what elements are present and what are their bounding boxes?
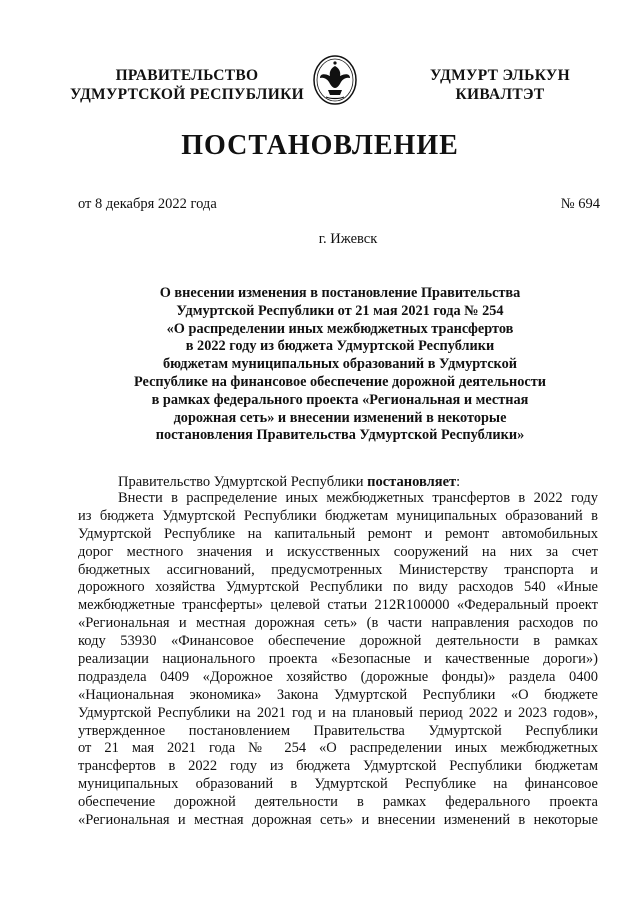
government-name-russian-line-2: УДМУРТСКОЙ РЕСПУБЛИКИ <box>69 86 304 103</box>
document-body <box>78 490 598 830</box>
government-name-udmurt-line-2: КИВАЛТЭТ <box>455 86 545 103</box>
body-line-text: от 21 мая 2021 года № 254 «О распределении иных межбюджетных <box>78 740 598 757</box>
document-date: от 8 декабря 2022 года <box>78 196 217 212</box>
subject-line: Удмуртской Республики от 21 мая 2021 года № 254 <box>176 302 504 319</box>
body-line-text: трансфертов в 2022 году из бюджета Удмуртской Республики бюджетам <box>78 758 598 775</box>
body-line-text: подраздела 0409 «Дорожное хозяйство (дорожные фонды)» раздела 0400 <box>78 668 598 685</box>
body-line-text: утвержденное постановлением Правительства Удмуртской Республики <box>78 722 598 739</box>
subject-line: в 2022 году из бюджета Удмуртской Республики <box>185 338 495 355</box>
government-name-russian-line-1: ПРАВИТЕЛЬСТВО <box>115 67 259 84</box>
body-line <box>78 526 598 544</box>
body-line-text: из бюджета Удмуртской Республики бюджетам муниципальных образований в <box>78 507 598 524</box>
body-line-text: муниципальных образований в Удмуртской Республике на финансовое <box>78 776 598 793</box>
subject-line: О внесении изменения в постановление Правительства <box>159 285 521 301</box>
body-line <box>78 562 598 580</box>
body-line <box>78 758 598 776</box>
body-line-text: дорожного хозяйства Удмуртской Республики по виду расходов 540 «Иные <box>78 579 598 596</box>
body-line-text: Удмуртской Республике на капитальный ремонт и ремонт автомобильных <box>78 525 598 542</box>
subject-line: в рамках федерального проекта «Региональная и местная <box>151 391 529 408</box>
body-line-text: «Национальная экономика» Закона Удмуртской Республики «О бюджете <box>78 686 598 703</box>
intro-text: Правительство Удмуртской Республики <box>118 474 368 490</box>
body-line <box>78 669 598 687</box>
government-name-russian <box>64 66 310 104</box>
body-line <box>78 651 598 669</box>
body-line-text: Внести в распределение иных межбюджетных трансфертов в 2022 году <box>118 490 598 506</box>
body-line <box>78 812 598 830</box>
document-subject <box>60 285 620 445</box>
body-line <box>78 544 598 562</box>
document-title: ПОСТАНОВЛЕНИЕ <box>181 130 459 161</box>
body-line <box>78 723 598 741</box>
government-name-udmurt-line-1: УДМУРТ ЭЛЬКУН <box>430 67 570 84</box>
body-line-text: обеспечение дорожной деятельности в рамках федерального проекта <box>78 794 598 811</box>
body-line <box>78 615 598 633</box>
subject-line: Республике на финансовое обеспечение дорожной деятельности <box>134 373 546 390</box>
body-line <box>78 794 598 812</box>
body-line-text: дорог местного значения и искусственных сооружений на них за счет <box>78 543 598 560</box>
coat-of-arms-icon <box>312 54 358 106</box>
body-line-text: реализации национального проекта «Безопасные и качественные дороги») <box>78 651 598 668</box>
intro-end: : <box>456 474 461 490</box>
body-line-text: Удмуртской Республики на 2021 год и на плановый период 2022 и 2023 годов», <box>78 704 598 721</box>
body-line-text: «Региональная и местная дорожная сеть» и внесении изменений в некоторые <box>78 812 598 829</box>
body-line <box>78 579 598 597</box>
body-line <box>78 776 598 794</box>
body-line <box>78 508 598 526</box>
subject-line: бюджетам муниципальных образований в Удмуртской <box>162 356 517 373</box>
government-name-udmurt <box>400 66 600 104</box>
intro-bold-verb: постановляет <box>367 474 457 490</box>
body-line-text: бюджетных ассигнований, предусмотренных Министерству транспорта и <box>78 561 598 578</box>
subject-line: постановления Правительства Удмуртской Республики» <box>155 427 525 444</box>
body-line <box>78 740 598 758</box>
resolution-intro <box>118 474 460 491</box>
document-number: № 694 <box>560 196 600 212</box>
document-city: г. Ижевск <box>318 231 378 247</box>
body-line <box>78 490 598 508</box>
body-line <box>78 633 598 651</box>
body-line-text: «Региональная и местная дорожная сеть» (в части направления расходов по <box>78 615 598 632</box>
body-line <box>78 597 598 615</box>
body-line <box>78 687 598 705</box>
body-line-text: межбюджетные трансферты» целевой статьи 212R100000 «Федеральный проект <box>78 597 598 614</box>
subject-line: дорожная сеть» и внесении изменений в некоторые <box>173 409 507 426</box>
body-line-text: коду 53930 «Финансовое обеспечение дорожной деятельности в рамках <box>78 633 598 650</box>
subject-line: «О распределении иных межбюджетных трансфертов <box>166 320 514 337</box>
body-line <box>78 705 598 723</box>
